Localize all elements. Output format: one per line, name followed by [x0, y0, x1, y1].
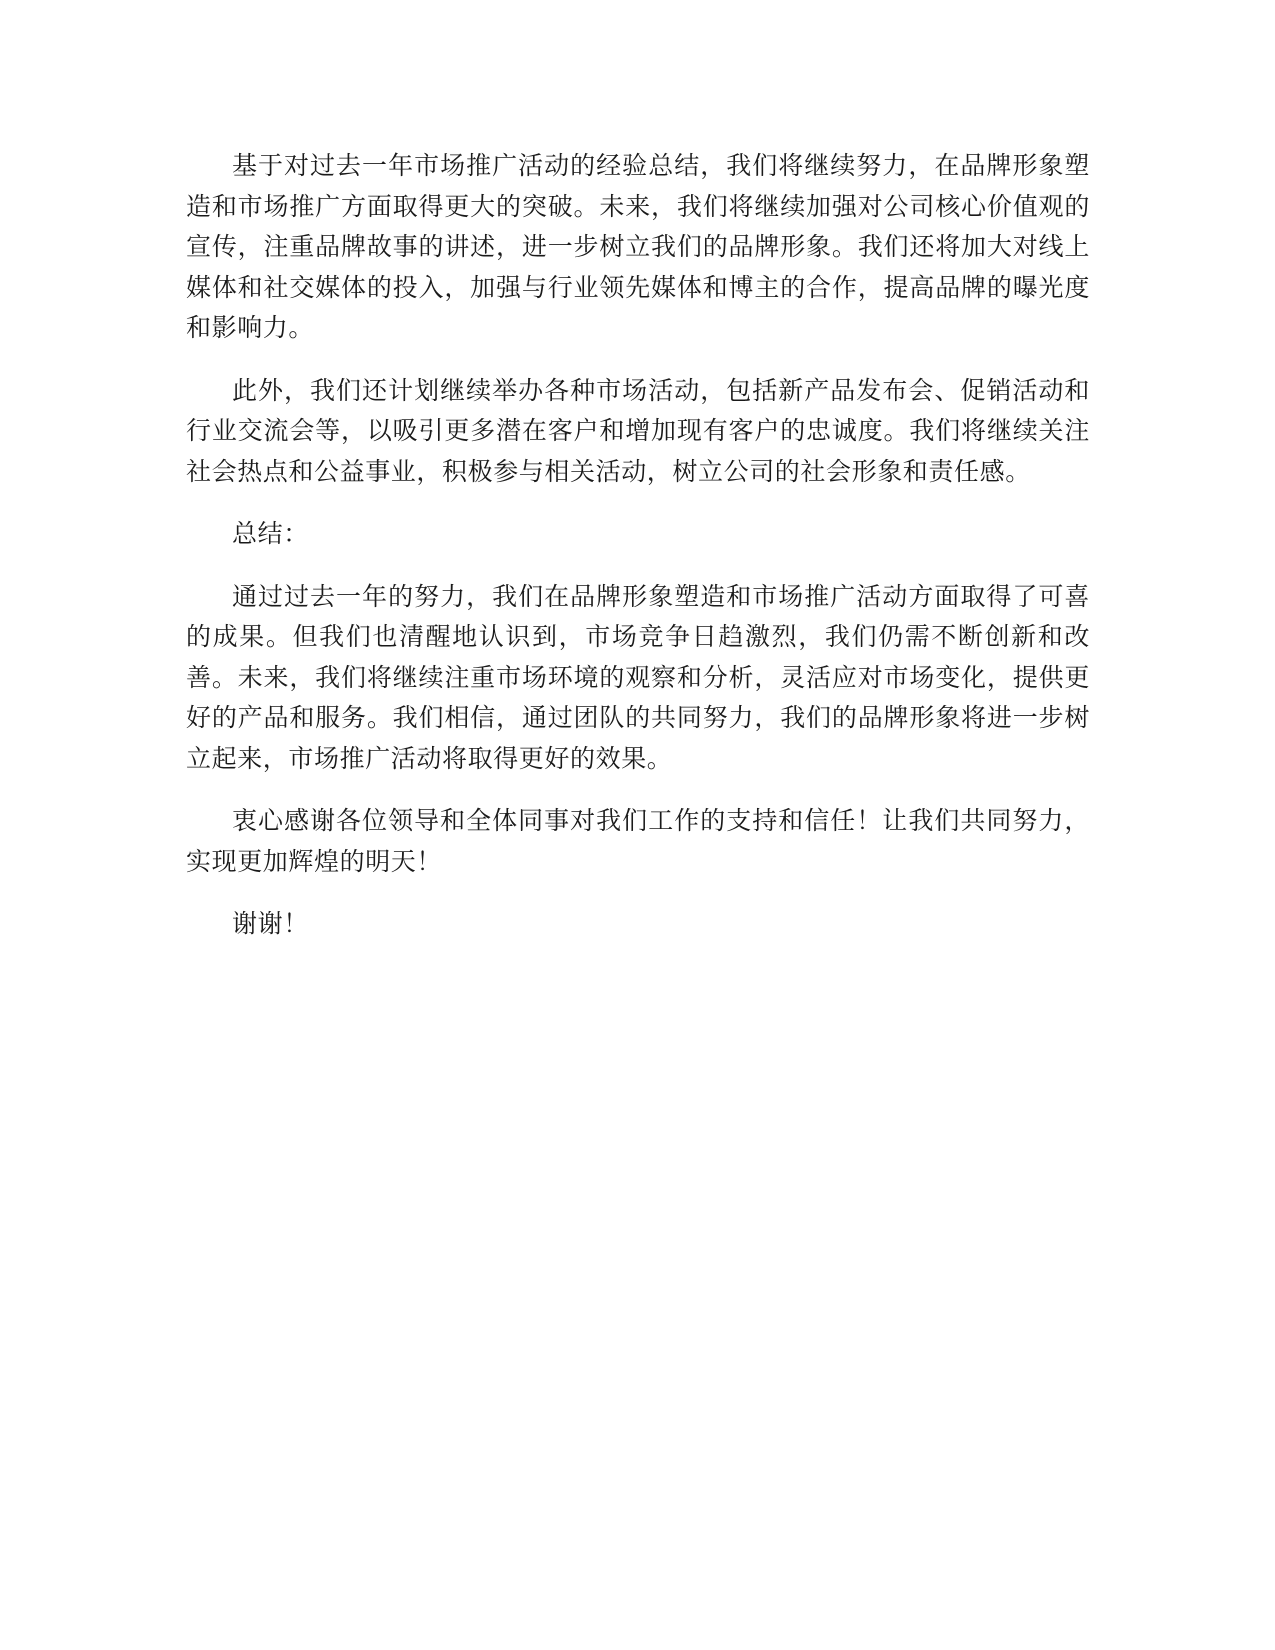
document-body	[186, 146, 1090, 967]
paragraph-market-activities: 此外，我们还计划继续举办各种市场活动，包括新产品发布会、促销活动和行业交流会等，以吸引更多潜在客户和增加现有客户的忠诚度。我们将继续关注社会热点和公益事业，积极参与相关活动，树立公司的社会形象和责任感。	[186, 375, 1090, 486]
paragraph-brand-plans: 基于对过去一年市场推广活动的经验总结，我们将继续努力，在品牌形象塑造和市场推广方面取得更大的突破。未来，我们将继续加强对公司核心价值观的宣传，注重品牌故事的讲述，进一步树立我们的品牌形象。我们还将加大对线上媒体和社交媒体的投入，加强与行业领先媒体和博主的合作，提高品牌的曝光度和影响力。	[186, 151, 1090, 342]
paragraph-summary: 通过过去一年的努力，我们在品牌形象塑造和市场推广活动方面取得了可喜的成果。但我们也清醒地认识到，市场竞争日趋激烈，我们仍需不断创新和改善。未来，我们将继续注重市场环境的观察和分析，灵活应对市场变化，提供更好的产品和服务。我们相信，通过团队的共同努力，我们的品牌形象将进一步树立起来，市场推广活动将取得更好的效果。	[186, 581, 1090, 773]
paragraph-closing-thanks: 谢谢！	[232, 909, 309, 938]
paragraph-thanks-colleagues: 衷心感谢各位领导和全体同事对我们工作的支持和信任！让我们共同努力，实现更加辉煌的明天！	[186, 806, 1090, 876]
summary-heading: 总结：	[232, 519, 309, 548]
